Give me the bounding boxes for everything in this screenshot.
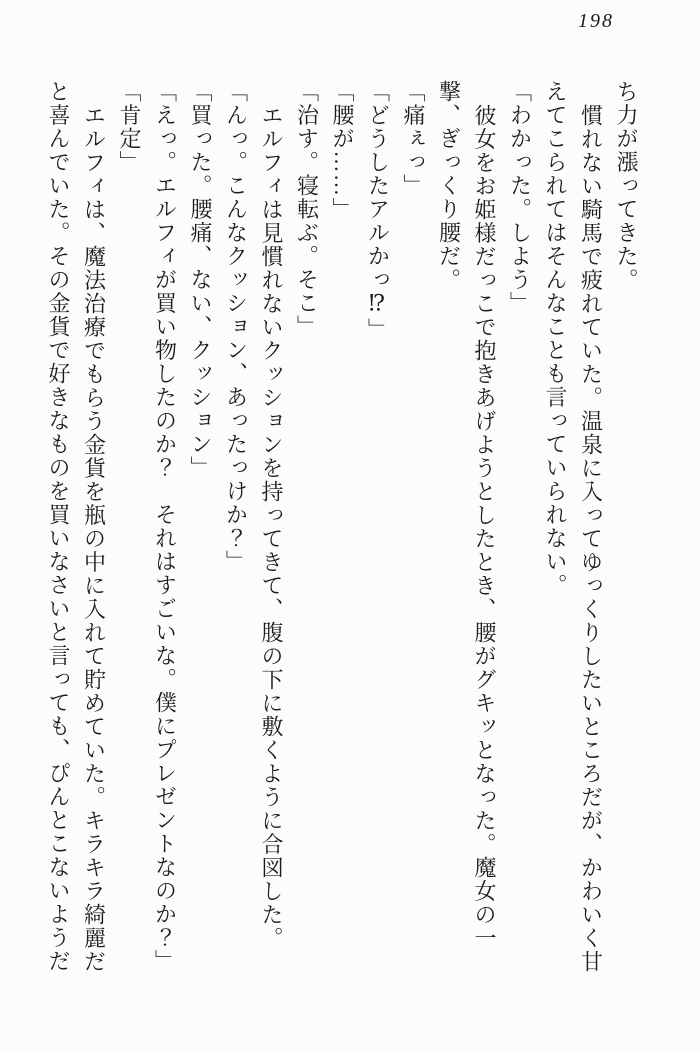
paragraph: ち力が漲ってきた。 — [614, 80, 639, 292]
paragraph: エルフィは見慣れないクッションを持ってきて、腹の下に敷くように合図した。 — [259, 103, 284, 950]
paragraph: 「腰が……」 — [330, 80, 355, 221]
paragraph: 彼女をお姫様だっこで抱きあげようとしたとき、腰がグキッとなった。魔女の一撃、ぎっくり腰だ。 — [436, 80, 497, 950]
paragraph: エルフィは、魔法治療でもらう金貨を瓶の中に入れて貯めていた。キラキラ綺麗だと喜んでいた。その金貨で好きなものを買いなさいと言っても、ぴんとこないようだ — [46, 80, 107, 973]
text-area — [38, 80, 644, 980]
paragraph: 「んっ。こんなクッション、あったっけか？」 — [223, 80, 249, 574]
paragraph: 「治す。寝転ぶ。そこ」 — [294, 80, 320, 339]
paragraph: 「肯定」 — [117, 80, 142, 174]
paragraph: 「どうしたアルかっ⁉」 — [365, 80, 391, 342]
paragraph: 慣れない騎馬で疲れていた。温泉に入ってゆっくりしたいところだが、かわいく甘えてこられてはそんなことも言っていられない。 — [543, 80, 604, 973]
paragraph: 「買った。腰痛、ない、クッション」 — [188, 80, 213, 480]
paragraph: 「わかった。しよう」 — [507, 80, 533, 315]
page-number: 198 — [578, 10, 614, 32]
paragraph: 「痛ぇっ」 — [401, 80, 426, 198]
paragraph: 「えっ。エルフィが買い物したのか？ それはすごいな。僕にプレゼントなのか？」 — [152, 80, 178, 973]
